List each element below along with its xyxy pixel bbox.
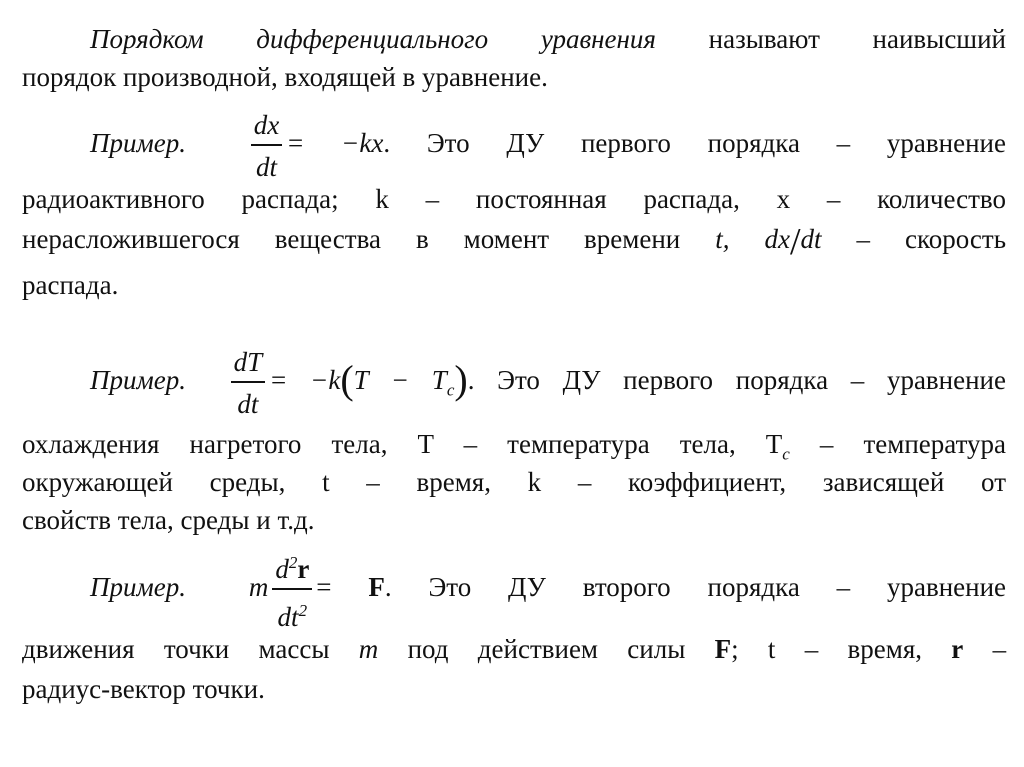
definition-line-1 xyxy=(22,22,1006,56)
example1-line3-t: t, xyxy=(715,224,730,254)
example2-tail: . Это ДУ первого порядка – уравнение xyxy=(467,365,1006,395)
example3-line2-m: m xyxy=(358,634,379,664)
example3-line-3: радиус-вектор точки. xyxy=(22,674,265,704)
example1-tail: . Это ДУ первого порядка – уравнение xyxy=(383,128,1006,158)
example3-force: F xyxy=(368,572,385,602)
denominator-dt: dt xyxy=(277,601,299,632)
definition-line-2: порядок производной, входящей в уравнение. xyxy=(22,62,548,92)
example1-line-2: радиоактивного распада; k – постоянная распада, x – количество xyxy=(22,184,1006,214)
example3-tail: . Это ДУ второго порядка – уравнение xyxy=(384,572,1007,602)
example1-line-4: распада. xyxy=(22,270,119,300)
denominator-sup: 2 xyxy=(298,600,308,620)
definition-rest: называют наивысший xyxy=(708,24,1006,54)
example3-label: Пример. xyxy=(90,572,186,602)
example2-denominator: dt xyxy=(237,388,259,419)
example1-numerator: dx xyxy=(253,110,280,141)
example3-line2-F: F xyxy=(714,634,732,664)
example2-line-3: окружающей среды, t – время, k – коэффициент, зависящей от xyxy=(22,467,1006,497)
left-paren: ( xyxy=(340,357,354,402)
example1-denominator: dt xyxy=(255,151,277,182)
example1-line-3 xyxy=(22,221,1007,263)
example1-line-1 xyxy=(22,103,1006,183)
example2-fraction xyxy=(231,347,266,419)
example2-line2-end: – температура xyxy=(819,429,1007,459)
example2-label: Пример. xyxy=(90,365,186,395)
example1-rhs: = −kx xyxy=(286,128,384,158)
numerator-sup: 2 xyxy=(288,553,298,573)
numerator-d: d xyxy=(275,554,289,585)
numerator-r: r xyxy=(297,554,310,585)
example3-line-1 xyxy=(22,545,1007,632)
example2-rhs-T: T − T xyxy=(353,365,447,395)
example1-fraction xyxy=(251,110,282,182)
example2-rhs-k: = −k xyxy=(269,365,341,395)
example2-line-4: свойств тела, среды и т.д. xyxy=(22,505,315,535)
derivative-dt: dt xyxy=(800,224,822,254)
example1-line3-end: – скорость xyxy=(856,224,1007,254)
example3-fraction xyxy=(272,548,312,632)
example2-numerator: dT xyxy=(233,347,263,378)
derivative-dx: dx xyxy=(764,224,790,254)
example1-label: Пример. xyxy=(90,128,186,158)
example2-line2-sub: c xyxy=(782,444,790,464)
example3-numerator xyxy=(272,548,312,588)
definition-term: Порядком дифференциального уравнения xyxy=(90,24,656,54)
example3-mass: m xyxy=(248,572,269,602)
example3-eq: = xyxy=(316,572,332,602)
example2-line-1 xyxy=(22,338,1006,422)
example1-line3-derivative xyxy=(764,221,822,263)
slash-symbol: / xyxy=(789,221,801,263)
example3-line-2 xyxy=(22,632,1006,666)
example2-line2-text: охлаждения нагретого тела, T – температура тела, T xyxy=(22,429,783,459)
example3-line2-r: r xyxy=(951,634,964,664)
example3-line2-d: – xyxy=(992,634,1007,664)
example3-line2-a: движения точки массы xyxy=(22,634,330,664)
example3-line2-b: под действием силы xyxy=(407,634,686,664)
example2-rhs-sub: c xyxy=(446,380,455,400)
right-paren: ) xyxy=(454,357,468,402)
example3-denominator xyxy=(275,590,311,632)
example3-line2-c: ; t – время, xyxy=(731,634,922,664)
example1-line3-text: нераcложившегося вещества в момент времени xyxy=(22,224,681,254)
